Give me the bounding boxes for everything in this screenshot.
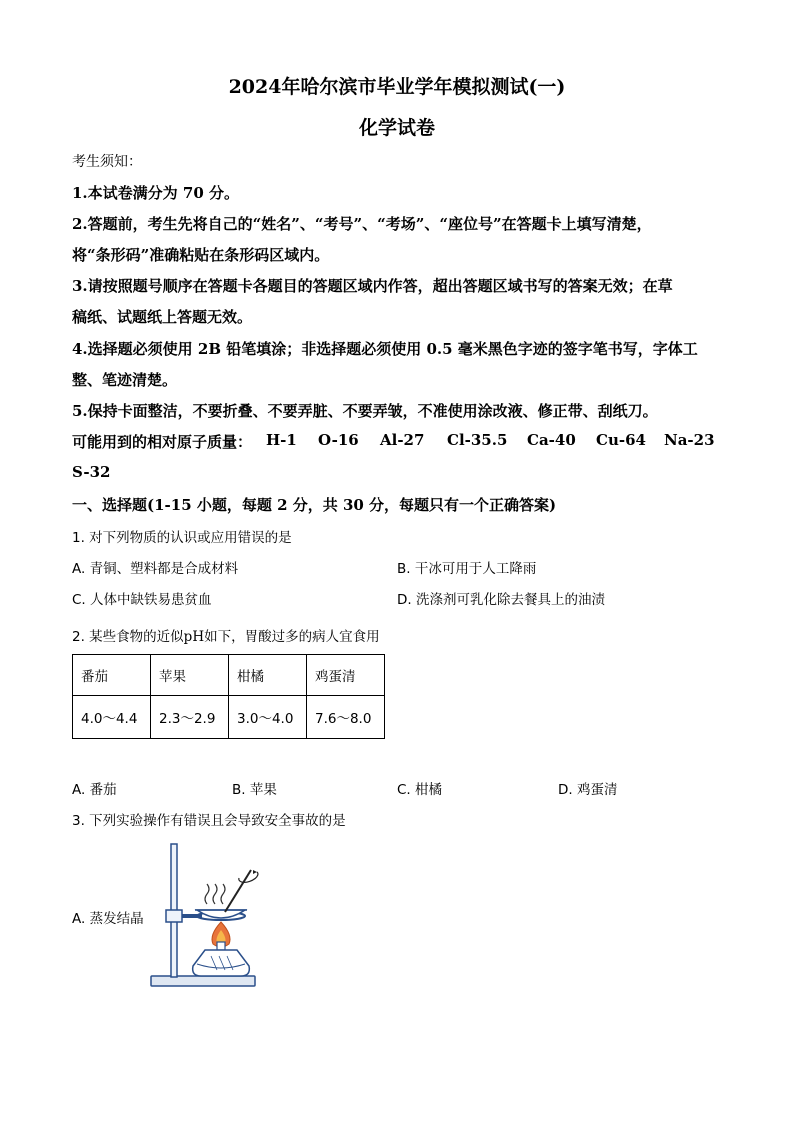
ph-table-value-cell: 4.0～4.4: [73, 696, 151, 739]
atomic-mass-item: H-1: [266, 431, 297, 449]
ph-table-header-cell: 柑橘: [229, 655, 307, 696]
ph-table-value-row: [73, 696, 385, 739]
atomic-mass-item: O-16: [318, 431, 359, 449]
question-2-option-b: B. 苹果: [232, 782, 277, 798]
notice-line: 5.保持卡面整洁，不要折叠、不要弄脏、不要弄皱，不准使用涂改液、修正带、刮纸刀。: [72, 402, 658, 420]
notice-line: 稿纸、试题纸上答题无效。: [72, 308, 253, 326]
ph-table-header-cell: 鸡蛋清: [307, 655, 385, 696]
atomic-mass-item: Cl-35.5: [447, 431, 508, 449]
evaporation-apparatus-illustration: [145, 840, 270, 995]
question-2-stem-suffix: 如下，胃酸过多的病人宜食用: [204, 629, 380, 645]
stand-clamp: [166, 910, 182, 922]
page-title: 2024年哈尔滨市毕业学年模拟测试(一): [228, 76, 566, 98]
notice-heading: 考生须知：: [72, 154, 142, 170]
question-1-option-b: B. 干冰可用于人工降雨: [397, 561, 537, 577]
ph-table-header-cell: 番茄: [73, 655, 151, 696]
question-1-option-d: D. 洗涤剂可乳化除去餐具上的油渍: [397, 592, 605, 608]
ph-table-value-cell: 7.6～8.0: [307, 696, 385, 739]
atomic-mass-item: S-32: [72, 463, 111, 481]
atomic-mass-label: 可能用到的相对原子质量：: [72, 433, 253, 451]
question-1-option-c: C. 人体中缺铁易患贫血: [72, 592, 212, 608]
lamp-wick-holder: [217, 942, 225, 950]
ph-table-value-cell: 2.3～2.9: [151, 696, 229, 739]
notice-line: 3.请按照题号顺序在答题卡各题目的答题区域内作答，超出答题区域书写的答案无效；在草: [72, 277, 673, 295]
page-subtitle: 化学试卷: [358, 117, 435, 139]
question-2-stem-ph: pH: [183, 629, 205, 645]
question-3-stem: 3. 下列实验操作有错误且会导致安全事故的是: [72, 813, 346, 829]
ph-table-header-cell: 苹果: [151, 655, 229, 696]
question-2-option-a: A. 番茄: [72, 782, 117, 798]
question-2-option-c: C. 柑橘: [397, 782, 443, 798]
atomic-mass-item: Al-27: [380, 431, 425, 449]
notice-line: 1.本试卷满分为 70 分。: [72, 184, 239, 202]
evaporating-dish: [197, 910, 245, 918]
notice-line: 将“条形码”准确粘贴在条形码区域内。: [72, 246, 330, 264]
question-1-stem: 1. 对下列物质的认识或应用错误的是: [72, 530, 292, 546]
question-2-stem-prefix: 2. 某些食物的近似: [72, 629, 184, 645]
ph-table-header-row: [73, 655, 385, 696]
atomic-mass-item: Ca-40: [527, 431, 576, 449]
question-3-option-a: A. 蒸发结晶: [72, 911, 144, 927]
stand-base: [151, 976, 255, 986]
section-heading: 一、选择题(1-15 小题，每题 2 分，共 30 分，每题只有一个正确答案): [72, 496, 557, 514]
notice-line: 4.选择题必须使用 2B 铅笔填涂；非选择题必须使用 0.5 毫米黑色字迹的签字笔书写，字体工: [72, 340, 698, 358]
question-2-stem: [72, 625, 380, 645]
steam: [205, 884, 209, 904]
notice-line: 整、笔迹清楚。: [72, 371, 178, 389]
atomic-mass-item: Cu-64: [596, 431, 646, 449]
ph-table: [72, 654, 385, 739]
ph-table-value-cell: 3.0～4.0: [229, 696, 307, 739]
atomic-mass-item: Na-23: [664, 431, 715, 449]
glass-rod: [225, 870, 251, 912]
alcohol-lamp: [193, 950, 250, 976]
question-1-option-a: A. 青铜、塑料都是合成材料: [72, 561, 239, 577]
notice-line: 2.答题前，考生先将自己的“姓名”、“考号”、“考场”、“座位号”在答题卡上填写清楚，: [72, 215, 652, 233]
question-2-option-d: D. 鸡蛋清: [558, 782, 618, 798]
